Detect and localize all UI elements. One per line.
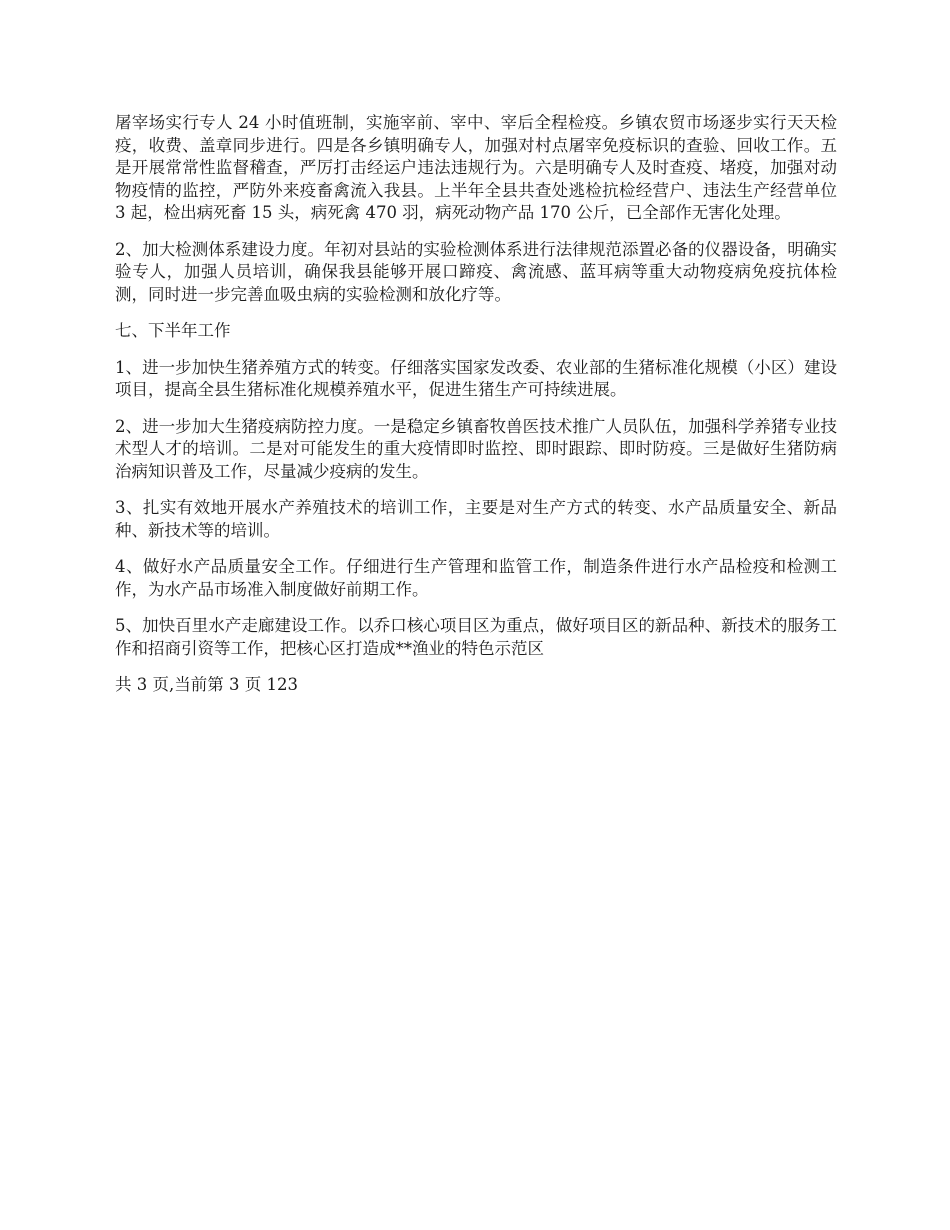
paragraph-aquatic-corridor: 5、加快百里水产走廊建设工作。以乔口核心项目区为重点，做好项目区的新品种、新技术的服务工作和招商引资等工作，把核心区打造成**渔业的特色示范区 (115, 616, 837, 658)
paragraph-aquatic-safety: 4、做好水产品质量安全工作。仔细进行生产管理和监管工作，制造条件进行水产品检疫和检测工作，为水产品市场准入制度做好前期工作。 (115, 557, 837, 599)
paragraph-aquaculture-training: 3、扎实有效地开展水产养殖技术的培训工作，主要是对生产方式的转变、水产品质量安全、新品种、新技术等的培训。 (115, 498, 837, 540)
paragraph-quarantine: 屠宰场实行专人 24 小时值班制，实施宰前、宰中、宰后全程检疫。乡镇农贸市场逐步实行天天检疫，收费、盖章同步进行。四是各乡镇明确专人，加强对村点屠宰免疫标识的查验、回收工作。五是开展常常性监督稽查，严厉打击经运户违法违规行为。六是明确专人及时查疫、堵疫，加强对动物疫情的监控，严防外来疫畜禽流入我县。上半年全县共查处逃检抗检经营户、违法生产经营单位 3 起，检出病死畜 15 头，病死禽 470 羽，病死动物产品 170 公斤，已全部作无害化处理。 (115, 113, 837, 222)
paragraph-pig-disease-control: 2、进一步加大生猪疫病防控力度。一是稳定乡镇畜牧兽医技术推广人员队伍，加强科学养猪专业技术型人才的培训。二是对可能发生的重大疫情即时监控、即时跟踪、即时防疫。三是做好生猪防病治病知识普及工作，尽量减少疫病的发生。 (115, 416, 837, 481)
paragraph-pig-farming: 1、进一步加快生猪养殖方式的转变。仔细落实国家发改委、农业部的生猪标准化规模（小区）建设项目，提高全县生猪标准化规模养殖水平，促进生猪生产可持续进展。 (115, 357, 837, 399)
section-heading-second-half: 七、下半年工作 (115, 321, 231, 340)
paragraph-testing-system: 2、加大检测体系建设力度。年初对县站的实验检测体系进行法律规范添置必备的仪器设备，明确实验专人，加强人员培训，确保我县能够开展口蹄疫、禽流感、蓝耳病等重大动物疫病免疫抗体检测，同时进一步完善血吸虫病的实验检测和放化疗等。 (115, 239, 837, 304)
document-body (115, 112, 837, 697)
page-counter: 共 3 页,当前第 3 页 123 (115, 675, 298, 694)
